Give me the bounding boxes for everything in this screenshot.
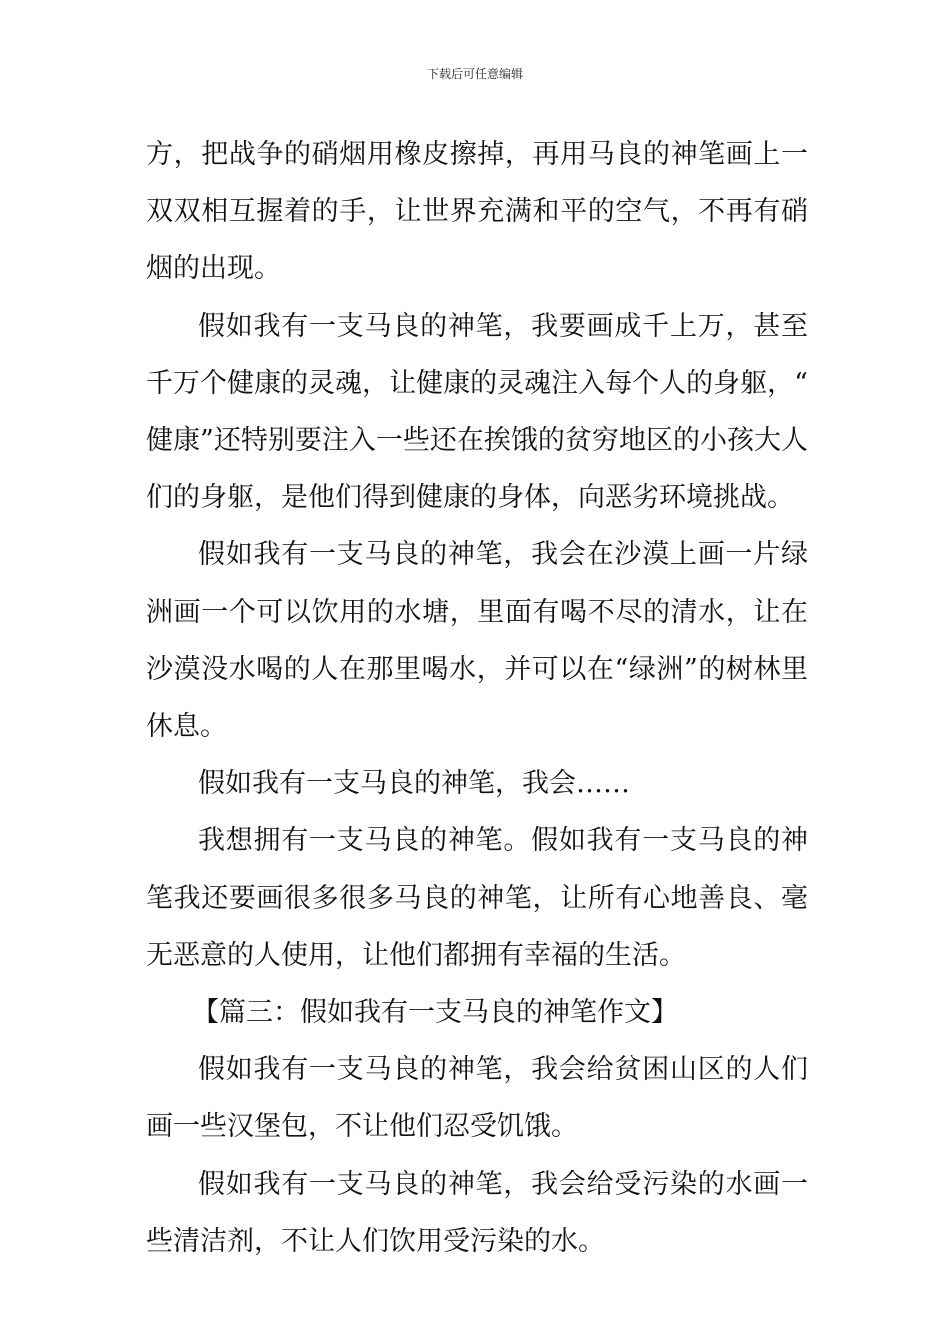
paragraph-i-would: 假如我有一支马良的神笔，我会…… [198,768,630,800]
document-body [146,126,808,1270]
section-heading: 【篇三：假如我有一支马良的神笔作文】 [192,997,678,1029]
paragraph-desert-oasis: 假如我有一支马良的神笔，我会在沙漠上画一片绿洲画一个可以饮用的水塘，里面有喝不尽的清水，让在沙漠没水喝的人在那里喝水，并可以在“绿洲”的树林里休息。 [146,539,808,743]
paragraph-clean-water: 假如我有一支马良的神笔，我会给受污染的水画一些清洁剂，不让人们饮用受污染的水。 [146,1168,808,1257]
page-header: 下载后可任意编辑 [426,67,523,81]
paragraph-continuation: 方，把战争的硝烟用橡皮擦掉，再用马良的神笔画上一双双相互握着的手，让世界充满和平的空气，不再有硝烟的出现。 [146,139,808,285]
paragraph-hamburgers: 假如我有一支马良的神笔，我会给贫困山区的人们画一些汉堡包，不让他们忍受饥饿。 [146,1054,808,1143]
paragraph-healthy-souls: 假如我有一支马良的神笔，我要画成千上万，甚至千万个健康的灵魂，让健康的灵魂注入每个人的身躯，“健康”还特别要注入一些还在挨饿的贫穷地区的小孩大人们的身躯，是他们得到健康的身体，向恶劣环境挑战。 [146,310,808,514]
paragraph-many-brushes: 我想拥有一支马良的神笔。假如我有一支马良的神笔我还要画很多很多马良的神笔，让所有心地善良、毫无恶意的人使用，让他们都拥有幸福的生活。 [146,825,808,971]
